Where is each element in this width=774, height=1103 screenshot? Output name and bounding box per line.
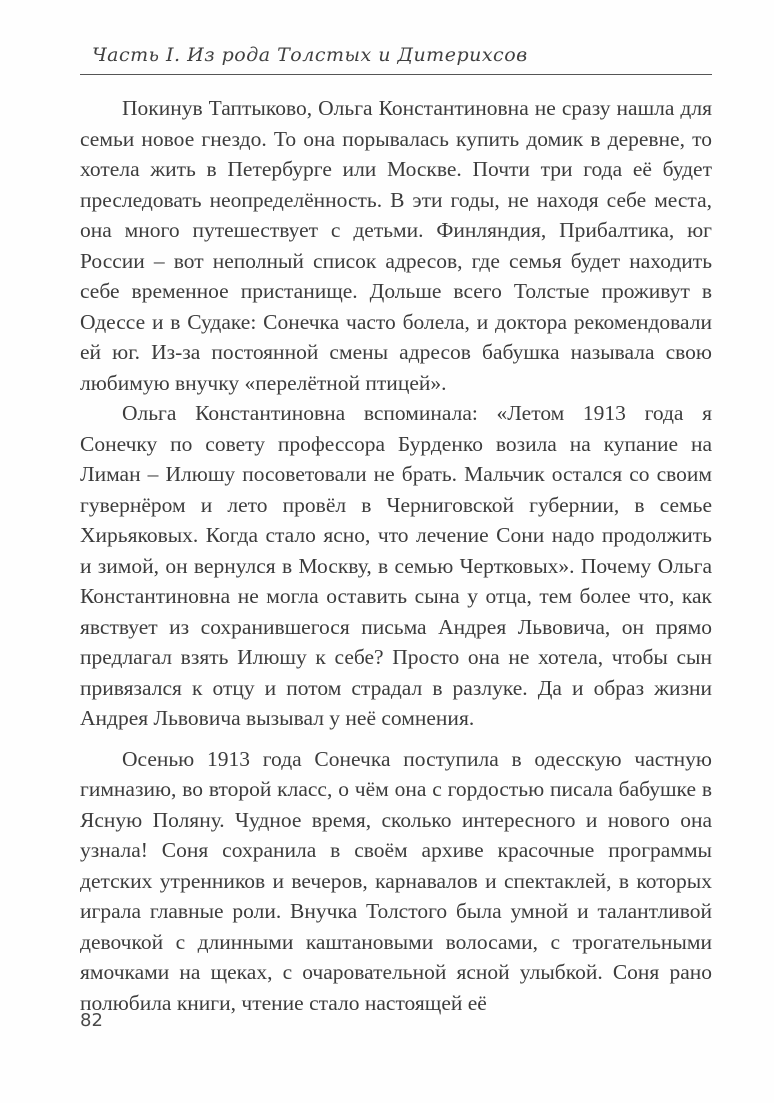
paragraph: Осенью 1913 года Сонечка поступила в одесскую частную гимназию, во второй класс, о чём она с гордостью писала бабушке в Ясную Поляну. Чудное время, сколько интересного и нового она узнала! Соня сохранила в своём архиве красочные программы детских утренников и вечеров, карнавалов и спектаклей, в которых играла главные роли. Внучка Толстого была умной и талантливой девочкой с длинными каштановыми волосами, с трогательными ямочками на щеках, с очаровательной ясной улыбкой. Соня рано полюбила книги, чтение стало настоящей её (80, 746, 712, 1015)
header-rule (80, 74, 712, 75)
body-text (80, 93, 712, 1018)
running-head-title: Часть I. Из рода Толстых и Дитерихсов (92, 44, 528, 66)
paragraph: Ольга Константиновна вспоминала: «Летом 1913 года я Сонечку по совету профессора Бурденко возила на купание на Лиман – Илюшу посоветовали не брать. Мальчик остался со своим гувернёром и лето провёл в Черниговской губернии, в семье Хирьяковых. Когда стало ясно, что лечение Сони надо продолжить и зимой, он вернулся в Москву, в семью Чертковых». Почему Ольга Константиновна не могла оставить сына у отца, тем более что, как явствует из сохранившегося письма Андрея Львовича, он прямо предлагал взять Илюшу к себе? Просто она не хотела, чтобы сын привязался к отцу и потом страдал в разлуке. Да и образ жизни Андрея Львовича вызывал у неё сомнения. (80, 401, 712, 730)
page-number: 82 (80, 1010, 103, 1031)
paragraph: Покинув Таптыково, Ольга Константиновна не сразу нашла для семьи новое гнездо. То она порывалась купить домик в деревне, то хотела жить в Петербурге или Москве. Почти три года её будет преследовать неопределённость. В эти годы, не находя себе места, она много путешествует с детьми. Финляндия, Прибалтика, юг России – вот неполный список адресов, где семья будет находить себе временное пристанище. Дольше всего Толстые проживут в Одессе и в Судаке: Сонечка часто болела, и доктора рекомендовали ей юг. Из-за постоянной смены адресов бабушка называла свою любимую внучку «перелётной птицей». (80, 96, 712, 395)
